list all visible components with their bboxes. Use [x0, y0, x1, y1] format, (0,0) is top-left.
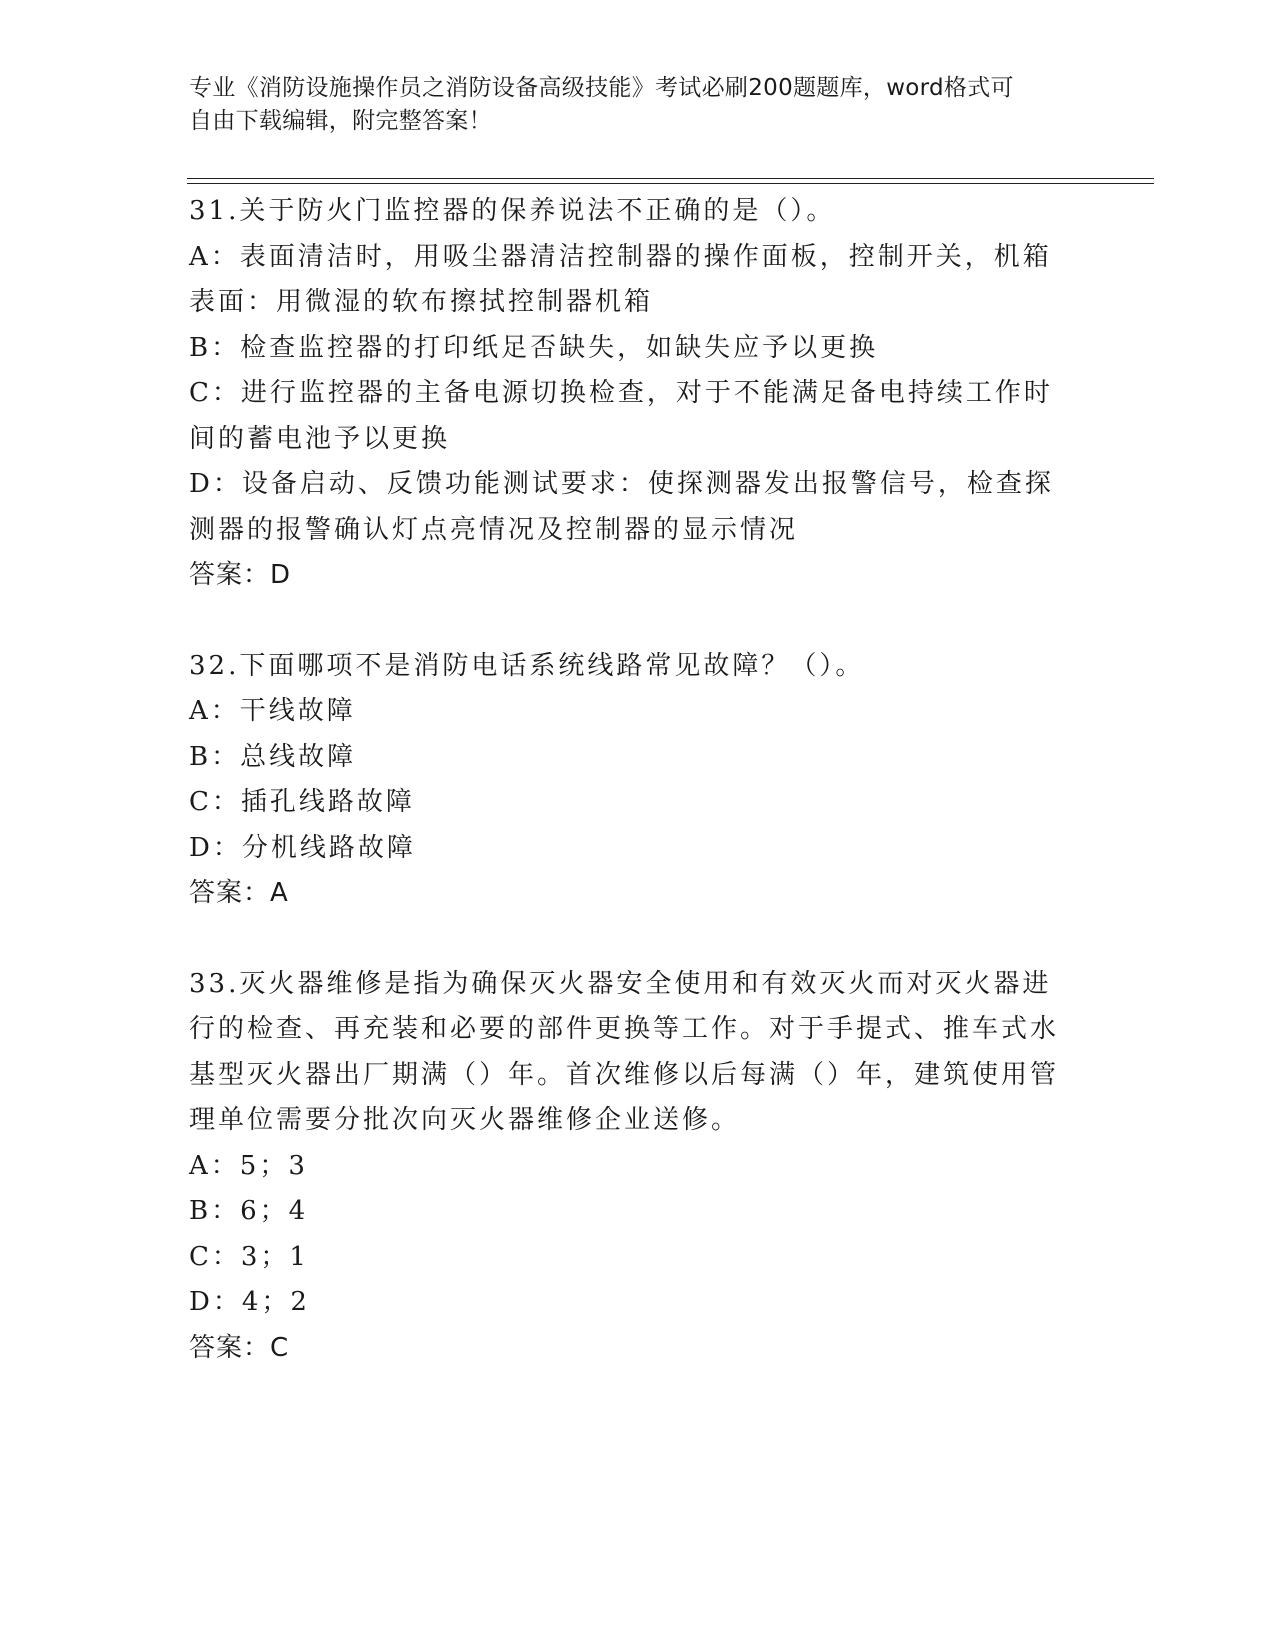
option-c: C：进行监控器的主备电源切换检查，对于不能满足备电持续工作时间的蓄电池予以更换	[189, 378, 1053, 454]
question-32	[189, 644, 1079, 917]
option-d: D：分机线路故障	[189, 832, 416, 863]
question-stem: 32.下面哪项不是消防电话系统线路常见故障？（）。	[189, 650, 865, 681]
option-d: D：设备启动、反馈功能测试要求：使探测器发出报警信号，检查探测器的报警确认灯点亮情况及控制器的显示情况	[189, 469, 1054, 545]
answer-line: 答案：C	[189, 1332, 290, 1363]
question-stem: 33.灭火器维修是指为确保灭火器安全使用和有效灭火而对灭火器进行的检查、再充装和必要的部件更换等工作。对于手提式、推车式水基型灭火器出厂期满（）年。首次维修以后每满（）年，建筑使用管理单位需要分批次向灭火器维修企业送修。	[189, 968, 1060, 1135]
option-b: B：总线故障	[189, 741, 357, 772]
question-31	[189, 189, 1079, 599]
option-a: A：干线故障	[189, 696, 356, 726]
question-stem: 31.关于防火门监控器的保养说法不正确的是（）。	[189, 196, 836, 226]
option-a: A：5；3	[189, 1150, 308, 1181]
header-line-2: 自由下载编辑，附完整答案！	[189, 108, 492, 134]
question-list	[189, 189, 1079, 1416]
answer-line: 答案：D	[189, 560, 292, 590]
header-divider-top	[187, 178, 1154, 179]
option-a: A：表面清洁时，用吸尘器清洁控制器的操作面板，控制开关，机箱表面：用微湿的软布擦拭控制器机箱	[189, 241, 1052, 317]
option-d: D：4；2	[189, 1287, 310, 1317]
header-divider-bottom	[187, 183, 1154, 184]
option-c: C：插孔线路故障	[189, 787, 415, 817]
answer-line: 答案：A	[189, 878, 289, 908]
question-33	[189, 962, 1079, 1372]
option-c: C：3；1	[189, 1241, 309, 1272]
header-line-1: 专业《消防设施操作员之消防设备高级技能》考试必刷200题题库，word格式可	[189, 75, 1014, 101]
option-b: B：6；4	[189, 1196, 309, 1226]
document-header	[189, 72, 1089, 138]
option-b: B：检查监控器的打印纸足否缺失，如缺失应予以更换	[189, 332, 879, 363]
